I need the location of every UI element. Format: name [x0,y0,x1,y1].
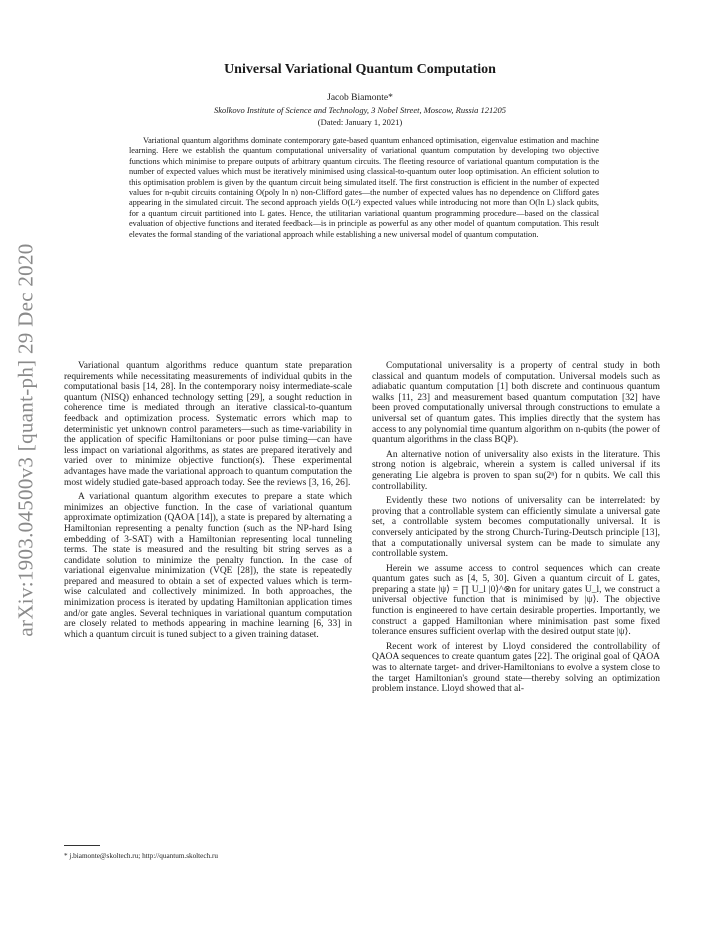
arxiv-stamp-text: arXiv:1903.04500v3 [quant-ph] 29 Dec 2020 [13,243,38,637]
footnote-rule [64,845,100,846]
paragraph: Evidently these two notions of universality can be interrelated: by proving that a controllable system can efficiently simulate a universal gate set, a controllable system becomes computationally universal. It is conversely anticipated by the strong Church-Turing-Deutsch principle [13], that a computationally universal system can be made to simulate any controllable system. [372,496,660,560]
abstract: Variational quantum algorithms dominate contemporary gate-based quantum enhanced optimisation, eigenvalue estimation and machine learning. Here we establish the quantum computational universality of variational quantum computation by developing two objective functions which minimise to prepare outputs of arbitrary quantum circuits. The fleeting resource of variational quantum computation is the number of expected values which must be iteratively minimised using classical-to-quantum outer loop optimisation. An efficient solution to this optimisation problem is given by the quantum circuit being simulated itself. The first construction is efficient in the number of expected values for n-qubit circuits containing O(poly ln n) non-Clifford gates—the number of expected values has no dependence on Clifford gates appearing in the simulated circuit. The second approach yields O(L²) expected values while introducing not more than O(ln L) slack qubits, for a quantum circuit partitioned into L gates. Hence, the utilitarian variational quantum programming procedure—based on the classical evaluation of objective functions and iterated feedback—is in principle as powerful as any other model of quantum computation. This result elevates the formal standing of the variational approach while establishing a new universal model of quantum computation. [129,136,599,239]
date-line: (Dated: January 1, 2021) [317,117,403,127]
arxiv-stamp [8,230,44,650]
paper-title: Universal Variational Quantum Computation [224,62,496,77]
paragraph: Variational quantum algorithms reduce quantum state preparation requirements while necessitating measurements of individual qubits in the computational basis [14, 28]. In the contemporary noisy intermediate-scale quantum (NISQ) enhanced technology setting [29], a sought reduction in coherence time is mediated through an iterative classical-to-quantum feedback and optimization process. Systematic errors which map to deterministic yet unknown control parameters—such as time-variability in the application of specific Hamiltonians or poor pulse timing—can have less impact on variational algorithms, as states are prepared iteratively and varied over to minimize objective function(s). These experimental advantages have made the variational approach to quantum computation the most widely studied gate-based approach today. See the reviews [3, 16, 26]. [64,361,352,488]
author: Jacob Biamonte* [327,93,393,103]
paragraph: Computational universality is a property of central study in both classical and quantum models of computation. Universal models such as adiabatic quantum computation [1] both discrete and continuous quantum walks [11, 23] and measurement based quantum computation [32] have been proved computationally universal through constructions to emulate a universal set of quantum gates. This implies directly that the system has access to any polynomial time quantum algorithm on n-qubits (the power of quantum algorithms in the class BQP). [372,361,660,446]
left-column [64,361,352,644]
paragraph: Recent work of interest by Lloyd considered the controllability of QAOA sequences to create quantum gates [22]. The original goal of QAOA was to alternate target- and driver-Hamiltonians to evolve a system close to the target Hamiltonian's ground state—thereby solving an optimization problem instance. Lloyd showed that al- [372,641,660,695]
paragraph: Herein we assume access to control sequences which can create quantum gates such as [4, 5, 30]. Given a quantum circuit of L gates, preparing a state |ψ⟩ = ∏ U_l |0⟩^⊗n for unitary gates U_l, we construct a universal objective function that is minimised by |ψ⟩. The objective function is engineered to have certain desirable properties. Importantly, we construct a gapped Hamiltonian where minimisation past some fixed tolerance ensures sufficient overlap with the desired output state |ψ⟩. [372,563,660,638]
footnote: * j.biamonte@skoltech.ru; http://quantum.skoltech.ru [64,852,218,860]
right-column [372,361,660,699]
paragraph: An alternative notion of universality also exists in the literature. This strong notion is algebraic, wherein a system is called universal if its generating Lie algebra is proven to span su(2ⁿ) for n qubits. We call this controllability. [372,449,660,492]
paragraph: A variational quantum algorithm executes to prepare a state which minimizes an objective function. In the case of variational quantum approximate optimization (QAOA [14]), a state is prepared by alternating a Hamiltonian representing a penalty function (such as the NP-hard Ising embedding of 3-SAT) with a Hamiltonian representing local tunneling terms. The state is measured and the resulting bit string serves as a candidate solution to minimize the penalty function. In the case of variational eigenvalue minimization (VQE [28]), the state is repeatedly prepared and measured to obtain a set of expected values which is term-wise calculated and collectively minimized. In both approaches, the minimization process is iterated by updating Hamiltonian application times and/or gate angles. Several techniques in variational quantum computation are closely related to methods appearing in machine learning [6, 33] in which a quantum circuit is tuned subject to a given training dataset. [64,492,352,640]
affiliation: Skolkovo Institute of Science and Technology, 3 Nobel Street, Moscow, Russia 121205 [214,105,506,115]
